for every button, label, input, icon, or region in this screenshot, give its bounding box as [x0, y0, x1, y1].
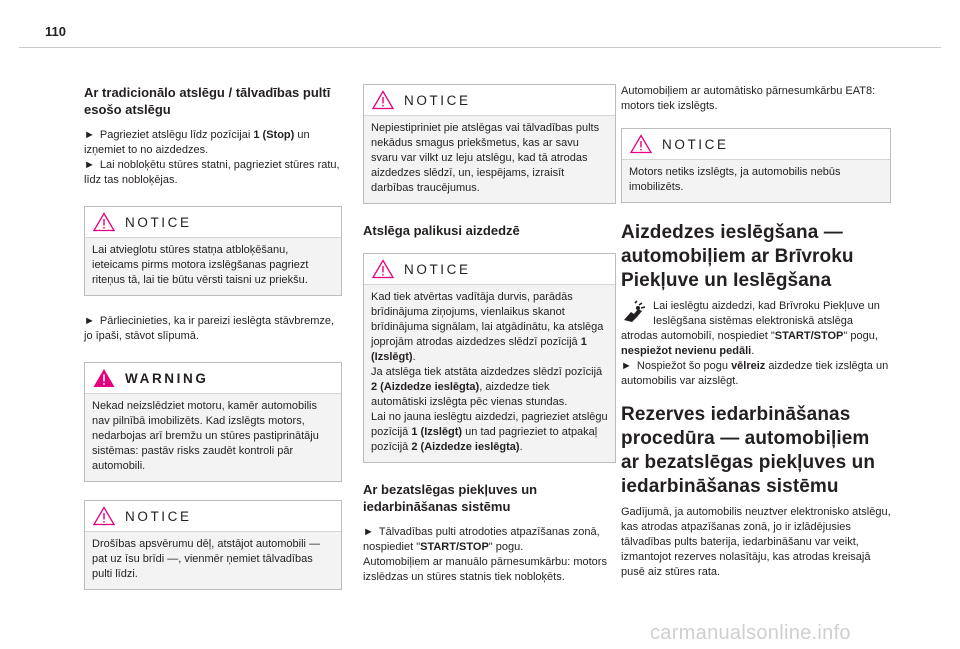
arrow-icon: ► [84, 315, 95, 327]
notice-body-auto-off: Ja atslēga tiek atstāta aizdedzes slēdzī pozīcijā 2 (Aizdedze ieslēgta), aizdedze tiek automātiski izslēgta pēc vienas stundas. [371, 366, 603, 408]
column-2 [363, 84, 616, 585]
arrow-icon: ► [363, 526, 374, 538]
notice-box-steering [84, 206, 342, 296]
notice-box-heavy-objects [363, 84, 616, 204]
watermark-logo: carmanualsonline.info [650, 622, 851, 644]
notice-header [85, 501, 341, 531]
instruction-press-start-stop: ► Tālvadības pulti atrodoties atpazīšanas zonā, nospiediet "START/STOP" pogu. [363, 526, 600, 553]
arrow-icon: ► [84, 129, 95, 141]
instruction-parking-brake: ► Pārliecinieties, ka ir pareizi ieslēgta stāvbremze, jo īpaši, stāvot slīpumā. [84, 315, 335, 342]
section-heading-traditional-key: Ar tradicionālo atslēgu / tālvadības pultī esošo atslēgu [84, 85, 331, 117]
caution-triangle-icon [630, 134, 652, 154]
notice-body: Lai atvieglotu stūres statņa atbloķēšanu, ieteicams pirms motora izslēgšanas pagriezt riteņus tā, lai tie būtu vērsti taisni uz priekšu. [92, 244, 309, 286]
instruction-remove-key: ► Pagrieziet atslēgu līdz pozīcijai 1 (Stop) un izņemiet to no aizdedzes. [84, 129, 310, 156]
notice-body: Motors netiks izslēgts, ja automobilis nebūs imobilizēts. [629, 166, 841, 193]
warning-title: WARNING [125, 370, 209, 386]
header-divider [19, 47, 941, 48]
section-heading-keyless: Ar bezatslēgas piekļuves un iedarbināšanas sistēmu [363, 482, 538, 514]
caution-triangle-icon [372, 259, 394, 279]
manual-gearbox-note: Automobiļiem ar manuālo pārnesumkārbu: motors izslēdzas un stūres statnis tiek nobloķēts. [363, 556, 607, 583]
section-heading-key-left: Atslēga palikusi aizdedzē [363, 223, 520, 238]
notice-body-warning-message: Kad tiek atvērtas vadītāja durvis, parādās brīdinājuma ziņojums, vienlaikus skanot brīdinājuma signālam, lai atgādinātu, ka atslēga joprojām atrodas aizdedzes slēdzī pozīcijā 1 (Izslēgt). [371, 291, 604, 363]
notice-title: NOTICE [662, 136, 729, 152]
notice-header [364, 85, 615, 115]
notice-title: NOTICE [404, 261, 471, 277]
notice-box-immobilised [621, 128, 891, 203]
notice-header [85, 207, 341, 237]
notice-box-key-left [363, 253, 616, 463]
warning-triangle-icon [93, 368, 115, 388]
section-heading-ignition-on: Aizdedzes ieslēgšana — automobiļiem ar Brīvroku Piekļuve un Ieslēgšana [621, 222, 854, 291]
ignition-off-instruction: ► Nospiežot šo pogu vēlreiz aizdedze tiek izslēgta un automobilis var aizslēgt. [621, 360, 889, 387]
backup-procedure-text: Gadījumā, ja automobilis neuztver elektronisko atslēgu, kas atrodas atpazīšanas zonā, jo ir izlādējusies tālvadības pults baterija, iedarbināšanu var veikt, izmantojot rezerves nolasītāju, kas atrodas kreisajā pusē aiz stūres rata. [621, 506, 891, 578]
section-heading-backup-procedure: Rezerves iedarbināšanas procedūra — automobiļiem ar bezatslēgas piekļuves un iedarbināšanas sistēmu [621, 404, 876, 497]
warning-body: Nekad neizslēdziet motoru, kamēr automobilis nav pilnībā imobilizēts. Kad izslēgts motors, nedarbojas arī bremžu un stūres pastiprinātāju sistēmas: pastāv risks zaudēt kontroli pār automobili. [92, 400, 319, 472]
notice-body: Nepiestipriniet pie atslēgas vai tālvadības pults nekādus smagus priekšmetus, kas ar savu svaru var vilkt uz leju atslēgu, kad tā atrodas aizdedzes slēdzī, un, iespējams, izraisīt darbības traucējumus. [371, 122, 600, 194]
automatic-gearbox-note: Automobiļiem ar automātisko pārnesumkārbu EAT8: motors tiek izslēgts. [621, 85, 876, 112]
notice-body: Drošības apsvērumu dēļ, atstājot automobili — pat uz īsu brīdi —, vienmēr ņemiet tālvadības pulti līdzi. [92, 538, 321, 580]
ignition-on-instructions: Lai ieslēgtu aizdedzi, kad Brīvroku Piekļuve un Ieslēgšana sistēmas elektroniskā atslēga atrodas automobilī, nospiediet "START/STOP" pogu, nespiežot nevienu pedāli. [621, 300, 880, 357]
hand-key-icon [621, 300, 647, 324]
notice-header [622, 129, 890, 159]
notice-title: NOTICE [404, 92, 471, 108]
warning-box [84, 362, 342, 482]
caution-triangle-icon [93, 506, 115, 526]
notice-title: NOTICE [125, 508, 192, 524]
instruction-lock-steering: ► Lai nobloķētu stūres statni, pagrieziet stūres ratu, līdz tas nobloķējas. [84, 159, 340, 186]
column-1 [84, 84, 342, 590]
column-3 [621, 84, 891, 580]
arrow-icon: ► [621, 360, 632, 372]
notice-body-restart: Lai no jauna ieslēgtu aizdedzi, pagrieziet atslēgu pozīcijā 1 (Izslēgt) un tad pagrieziet to atpakaļ pozīcijā 2 (Aizdedze ieslēgta). [371, 411, 608, 453]
caution-triangle-icon [372, 90, 394, 110]
caution-triangle-icon [93, 212, 115, 232]
arrow-icon: ► [84, 159, 95, 171]
page-number: 110 [45, 24, 66, 39]
warning-header [85, 363, 341, 393]
notice-title: NOTICE [125, 214, 192, 230]
notice-box-remote [84, 500, 342, 590]
notice-header [364, 254, 615, 284]
